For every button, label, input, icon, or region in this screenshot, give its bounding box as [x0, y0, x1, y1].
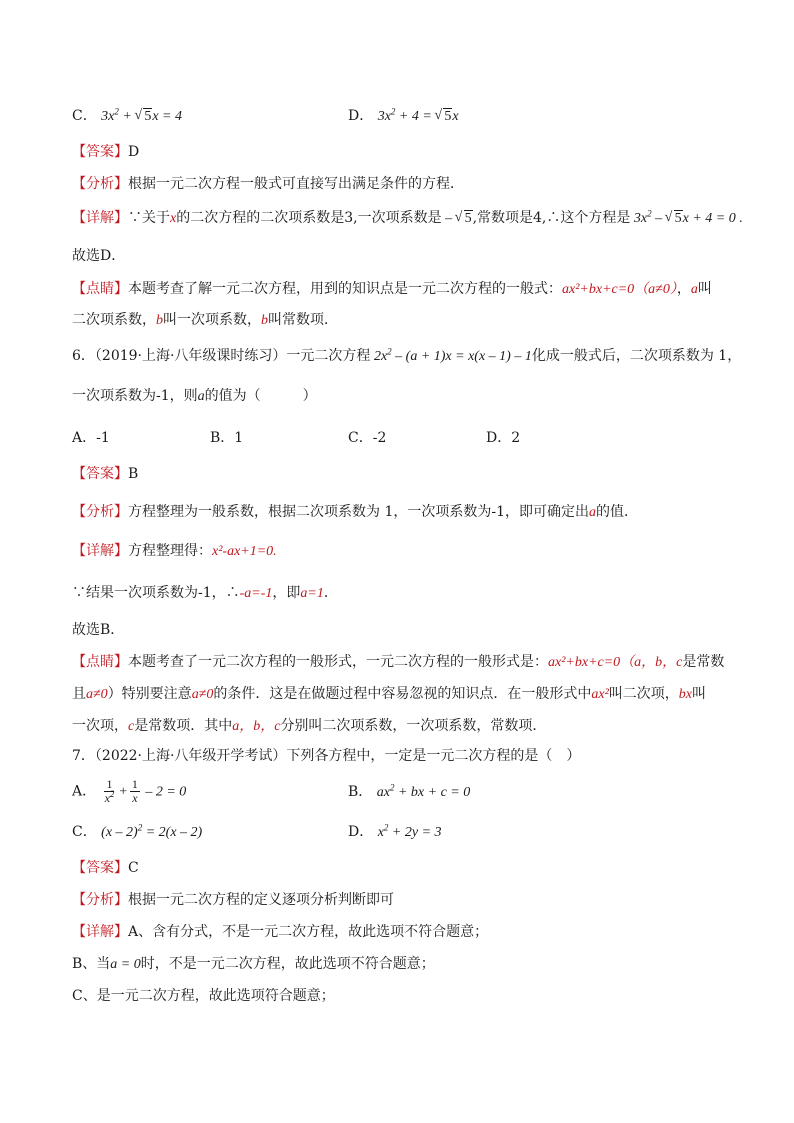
- q7-option-c-equation: (x – 2)$^2$ = 2(x – 2): [101, 822, 203, 840]
- q6-option-c: C．-2: [348, 430, 387, 446]
- q5-option-c: C． $3x^2$ + √ 5x = 4: [72, 106, 182, 127]
- q7-detail-b: B、当a = 0时，不是一元二次方程，故此选项不符合题意；: [72, 956, 435, 972]
- q5-detail-coef: – √ 5: [442, 211, 473, 226]
- q6-detail: 【详解】方程整理得：x²-ax+1=0.: [72, 543, 277, 559]
- q6-equation: $2x^2 - (a + 1)x = x(x - 1) - 1$: [370, 346, 532, 364]
- q7-detail-a: 【详解】A、含有分式，不是一元二次方程，故此选项不符合题意；: [72, 924, 489, 940]
- q5-conclusion: 故选D．: [72, 248, 126, 264]
- q5-detail-equation: $3x^2$ – √ 5x + 4 = 0 .: [630, 211, 742, 226]
- q6-analysis: 【分析】方程整理为一般系数，根据二次项系数为 1，一次项系数为-1，即可确定出a的值．: [72, 504, 638, 520]
- q7-stem: 7．（2022·上海·八年级开学考试）下列各方程中，一定是一元二次方程的是（ ）: [72, 748, 581, 764]
- q5-comment-line2: 二次项系数，b叫一次项系数，b叫常数项．: [72, 312, 338, 328]
- q7-detail-c: C、是一元二次方程，故此选项符合题意；: [72, 988, 335, 1004]
- q6-result: ∵结果一次项系数为-1，∴-a=-1，即a=1．: [72, 585, 338, 601]
- q5-analysis: 【分析】根据一元二次方程一般式可直接写出满足条件的方程．: [72, 176, 464, 192]
- q7-option-c: C． (x – 2)$^2$ = 2(x – 2): [72, 822, 203, 840]
- q7-option-b-equation: $ax^2$ + bx + c = 0: [376, 782, 471, 800]
- q5-answer: 【答案】D: [72, 144, 140, 160]
- q7-answer: 【答案】C: [72, 860, 139, 876]
- q6-conclusion: 故选B．: [72, 622, 125, 638]
- q7-option-a-frac2: $\frac{1}{x}$: [131, 777, 138, 805]
- q6-option-a: A．-1: [72, 430, 110, 446]
- q5-option-d-equation: $3x^2 + 4$ = √ 5x: [378, 109, 459, 124]
- q5-option-c-equation: $3x^2$ + √ 5x = 4: [101, 109, 182, 124]
- q5-option-d: D． $3x^2 + 4$ = √ 5x: [348, 106, 459, 127]
- q7-option-d-equation: $x^2 + 2y = 3$: [377, 822, 442, 840]
- q7-option-d: D． $x^2 + 2y = 3$: [348, 822, 442, 840]
- q6-stem-line1: 6．（2019·上海·八年级课时练习）一元二次方程 $2x^2 - (a + 1)x = x(x - 1) - 1$化成一般式后，二次项系数为 1，: [72, 346, 742, 364]
- q7-option-a-frac1: $\frac{1}{x^2}$: [104, 777, 115, 805]
- q6-comment-line3: 一次项，c是常数项．其中a，b，c分别叫二次项系数，一次项系数，常数项．: [72, 718, 547, 734]
- q7-option-a: A． $\frac{1}{x^2}$ + $\frac{1}{x}$ – 2 = 0: [72, 777, 187, 805]
- q6-option-b: B．1: [210, 430, 244, 446]
- q6-option-d: D．2: [486, 430, 521, 446]
- q7-option-b: B． $ax^2$ + bx + c = 0: [348, 782, 471, 800]
- q6-comment-line1: 【点睛】本题考查了一元二次方程的一般形式，一元二次方程的一般形式是：ax²+bx+c=0（a，b，c是常数: [72, 654, 725, 670]
- q7-analysis: 【分析】根据一元二次方程的定义逐项分析判断即可: [72, 892, 394, 908]
- q6-answer: 【答案】B: [72, 466, 139, 482]
- q5-detail: 【详解】∵关于x的二次方程的二次项系数是3,一次项系数是 – √ 5,常数项是4,∴这个方程是 $3x^2$ – √ 5x + 4 = 0 .: [72, 208, 743, 229]
- q6-stem-line2: 一次项系数为-1，则a的值为（ ）: [72, 388, 317, 404]
- q6-comment-line2: 且a≠0）特别要注意a≠0的条件．这是在做题过程中容易忽视的知识点．在一般形式中ax²叫二次项，bx叫: [72, 686, 707, 702]
- q5-comment-line1: 【点睛】本题考查了解一元二次方程，用到的知识点是一元二次方程的一般式：ax²+bx+c=0（a≠0），a叫: [72, 281, 712, 297]
